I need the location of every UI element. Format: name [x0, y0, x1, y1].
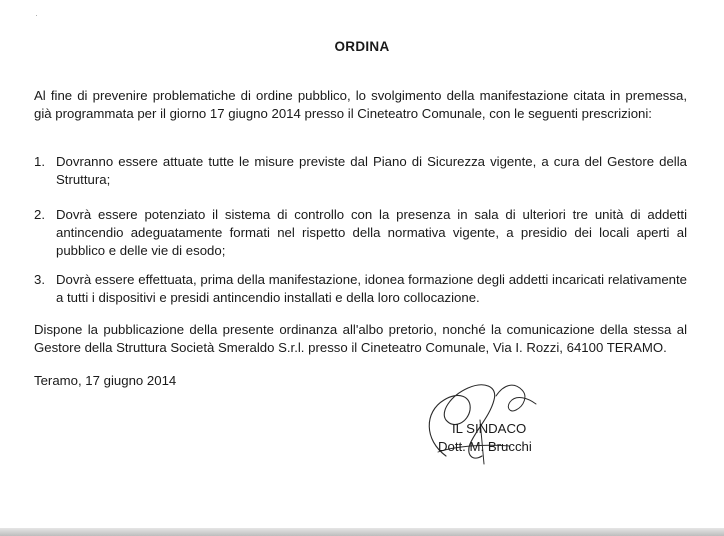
- list-item-text: Dovrà essere potenziato il sistema di controllo con la presenza in sala di ulteriori tre unità di addetti antincendio adeguatamente formati nel rispetto della normativa vigente, a presidio dei locali aperti al pubblico e delle vie di esodo;: [56, 207, 687, 258]
- scan-bottom-edge: [0, 528, 724, 536]
- document-title: ORDINA: [334, 39, 390, 54]
- dispone-paragraph: Dispone la pubblicazione della presente ordinanza all'albo pretorio, nonché la comunicazione della stessa al Gestore della Struttura Società Smeraldo S.r.l. presso il Cineteatro Comunale, Via I. Rozzi, 64100 TERAMO.: [34, 322, 687, 355]
- list-item: [34, 206, 687, 260]
- signatory-title: IL SINDACO: [452, 421, 527, 436]
- signatory-name: Dott. M. Brucchi: [438, 439, 532, 454]
- place-date: Teramo, 17 giugno 2014: [34, 373, 177, 388]
- intro-paragraph: Al fine di prevenire problematiche di ordine pubblico, lo svolgimento della manifestazione citata in premessa, già programmata per il giorno 17 giugno 2014 presso il Cineteatro Comunale, con le seguenti prescrizioni:: [34, 88, 687, 121]
- list-item: [34, 153, 687, 189]
- scan-speck: [36, 15, 37, 16]
- list-item-number: 3.: [34, 272, 45, 287]
- list-item-text: Dovrà essere effettuata, prima della manifestazione, idonea formazione degli addetti incaricati relativamente a tutti i dispositivi e presidi antincendio installati e della loro collocazione.: [56, 272, 687, 305]
- list-item-text: Dovranno essere attuate tutte le misure previste dal Piano di Sicurezza vigente, a cura del Gestore della Struttura;: [56, 154, 687, 187]
- list-item-number: 2.: [34, 207, 45, 222]
- list-item-number: 1.: [34, 154, 45, 169]
- list-item: [34, 271, 687, 307]
